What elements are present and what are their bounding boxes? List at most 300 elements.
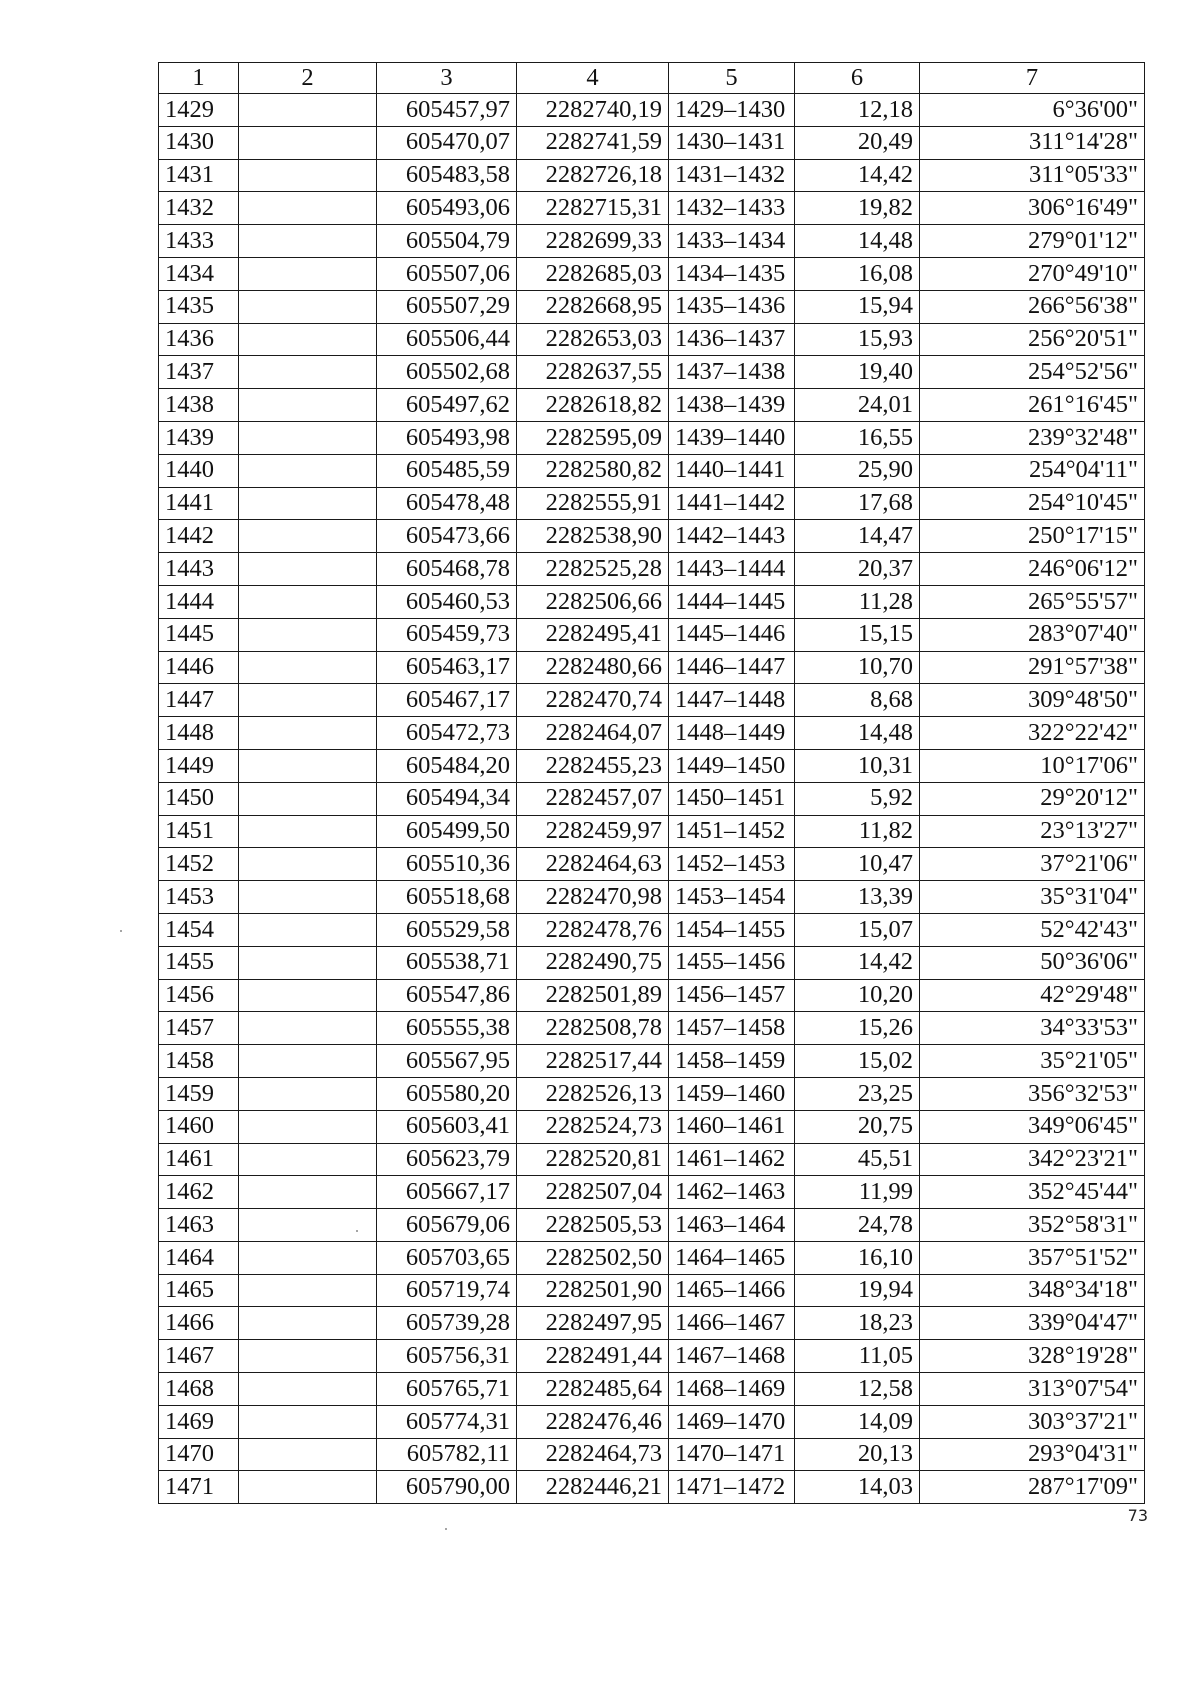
table-row bbox=[159, 1471, 1145, 1504]
length-cell: 20,75 bbox=[795, 1110, 920, 1143]
point-name-cell bbox=[239, 1241, 377, 1274]
point-number-cell: 1433 bbox=[159, 225, 239, 258]
point-number-cell: 1453 bbox=[159, 881, 239, 914]
x-coordinate-cell: 605507,29 bbox=[377, 290, 517, 323]
direction-angle-cell: 322°22'42" bbox=[920, 717, 1145, 750]
length-cell: 45,51 bbox=[795, 1143, 920, 1176]
table-row bbox=[159, 126, 1145, 159]
segment-cell: 1469–1470 bbox=[669, 1405, 795, 1438]
x-coordinate-cell: 605679,06 bbox=[377, 1209, 517, 1242]
length-cell: 19,40 bbox=[795, 356, 920, 389]
x-coordinate-cell: 605580,20 bbox=[377, 1077, 517, 1110]
point-number-cell: 1466 bbox=[159, 1307, 239, 1340]
direction-angle-cell: 311°05'33" bbox=[920, 159, 1145, 192]
table-row bbox=[159, 651, 1145, 684]
length-cell: 16,08 bbox=[795, 257, 920, 290]
length-cell: 10,31 bbox=[795, 749, 920, 782]
table-row bbox=[159, 290, 1145, 323]
length-cell: 15,94 bbox=[795, 290, 920, 323]
length-cell: 15,15 bbox=[795, 618, 920, 651]
length-cell: 14,48 bbox=[795, 225, 920, 258]
x-coordinate-cell: 605538,71 bbox=[377, 946, 517, 979]
point-name-cell bbox=[239, 684, 377, 717]
direction-angle-cell: 287°17'09" bbox=[920, 1471, 1145, 1504]
length-cell: 14,48 bbox=[795, 717, 920, 750]
segment-cell: 1471–1472 bbox=[669, 1471, 795, 1504]
segment-cell: 1464–1465 bbox=[669, 1241, 795, 1274]
segment-cell: 1431–1432 bbox=[669, 159, 795, 192]
table-row bbox=[159, 815, 1145, 848]
point-name-cell bbox=[239, 618, 377, 651]
direction-angle-cell: 339°04'47" bbox=[920, 1307, 1145, 1340]
length-cell: 15,93 bbox=[795, 323, 920, 356]
direction-angle-cell: 52°42'43" bbox=[920, 913, 1145, 946]
point-name-cell bbox=[239, 881, 377, 914]
table-row bbox=[159, 159, 1145, 192]
point-number-cell: 1452 bbox=[159, 848, 239, 881]
segment-cell: 1438–1439 bbox=[669, 389, 795, 422]
point-name-cell bbox=[239, 553, 377, 586]
point-number-cell: 1459 bbox=[159, 1077, 239, 1110]
x-coordinate-cell: 605502,68 bbox=[377, 356, 517, 389]
table-row bbox=[159, 1340, 1145, 1373]
x-coordinate-cell: 605518,68 bbox=[377, 881, 517, 914]
segment-cell: 1466–1467 bbox=[669, 1307, 795, 1340]
x-coordinate-cell: 605623,79 bbox=[377, 1143, 517, 1176]
length-cell: 11,05 bbox=[795, 1340, 920, 1373]
x-coordinate-cell: 605493,06 bbox=[377, 192, 517, 225]
point-name-cell bbox=[239, 356, 377, 389]
segment-cell: 1456–1457 bbox=[669, 979, 795, 1012]
y-coordinate-cell: 2282464,07 bbox=[517, 717, 669, 750]
point-name-cell bbox=[239, 1405, 377, 1438]
segment-cell: 1433–1434 bbox=[669, 225, 795, 258]
segment-cell: 1457–1458 bbox=[669, 1012, 795, 1045]
point-number-cell: 1468 bbox=[159, 1373, 239, 1406]
y-coordinate-cell: 2282525,28 bbox=[517, 553, 669, 586]
point-number-cell: 1450 bbox=[159, 782, 239, 815]
segment-cell: 1436–1437 bbox=[669, 323, 795, 356]
length-cell: 19,94 bbox=[795, 1274, 920, 1307]
header-col-1: 1 bbox=[159, 63, 239, 94]
length-cell: 20,37 bbox=[795, 553, 920, 586]
table-row bbox=[159, 1274, 1145, 1307]
x-coordinate-cell: 605457,97 bbox=[377, 94, 517, 127]
y-coordinate-cell: 2282476,46 bbox=[517, 1405, 669, 1438]
table-row bbox=[159, 454, 1145, 487]
point-name-cell bbox=[239, 1176, 377, 1209]
table-row bbox=[159, 1438, 1145, 1471]
table-row bbox=[159, 848, 1145, 881]
header-row bbox=[159, 63, 1145, 94]
table-row bbox=[159, 225, 1145, 258]
point-name-cell bbox=[239, 323, 377, 356]
x-coordinate-cell: 605782,11 bbox=[377, 1438, 517, 1471]
segment-cell: 1442–1443 bbox=[669, 520, 795, 553]
point-name-cell bbox=[239, 815, 377, 848]
y-coordinate-cell: 2282506,66 bbox=[517, 585, 669, 618]
length-cell: 20,49 bbox=[795, 126, 920, 159]
point-name-cell bbox=[239, 389, 377, 422]
table-row bbox=[159, 1209, 1145, 1242]
segment-cell: 1458–1459 bbox=[669, 1045, 795, 1078]
point-number-cell: 1443 bbox=[159, 553, 239, 586]
table-row bbox=[159, 1012, 1145, 1045]
direction-angle-cell: 256°20'51" bbox=[920, 323, 1145, 356]
segment-cell: 1444–1445 bbox=[669, 585, 795, 618]
direction-angle-cell: 254°04'11" bbox=[920, 454, 1145, 487]
direction-angle-cell: 349°06'45" bbox=[920, 1110, 1145, 1143]
x-coordinate-cell: 605504,79 bbox=[377, 225, 517, 258]
point-number-cell: 1458 bbox=[159, 1045, 239, 1078]
segment-cell: 1465–1466 bbox=[669, 1274, 795, 1307]
point-name-cell bbox=[239, 848, 377, 881]
point-number-cell: 1429 bbox=[159, 94, 239, 127]
point-name-cell bbox=[239, 1438, 377, 1471]
y-coordinate-cell: 2282726,18 bbox=[517, 159, 669, 192]
direction-angle-cell: 313°07'54" bbox=[920, 1373, 1145, 1406]
x-coordinate-cell: 605460,53 bbox=[377, 585, 517, 618]
length-cell: 14,09 bbox=[795, 1405, 920, 1438]
segment-cell: 1468–1469 bbox=[669, 1373, 795, 1406]
direction-angle-cell: 348°34'18" bbox=[920, 1274, 1145, 1307]
direction-angle-cell: 254°52'56" bbox=[920, 356, 1145, 389]
x-coordinate-cell: 605547,86 bbox=[377, 979, 517, 1012]
segment-cell: 1460–1461 bbox=[669, 1110, 795, 1143]
point-number-cell: 1464 bbox=[159, 1241, 239, 1274]
point-name-cell bbox=[239, 257, 377, 290]
table-row bbox=[159, 749, 1145, 782]
segment-cell: 1439–1440 bbox=[669, 421, 795, 454]
direction-angle-cell: 10°17'06" bbox=[920, 749, 1145, 782]
y-coordinate-cell: 2282495,41 bbox=[517, 618, 669, 651]
y-coordinate-cell: 2282507,04 bbox=[517, 1176, 669, 1209]
point-number-cell: 1436 bbox=[159, 323, 239, 356]
segment-cell: 1443–1444 bbox=[669, 553, 795, 586]
x-coordinate-cell: 605473,66 bbox=[377, 520, 517, 553]
segment-cell: 1429–1430 bbox=[669, 94, 795, 127]
x-coordinate-cell: 605719,74 bbox=[377, 1274, 517, 1307]
point-name-cell bbox=[239, 94, 377, 127]
length-cell: 14,47 bbox=[795, 520, 920, 553]
y-coordinate-cell: 2282595,09 bbox=[517, 421, 669, 454]
direction-angle-cell: 328°19'28" bbox=[920, 1340, 1145, 1373]
x-coordinate-cell: 605703,65 bbox=[377, 1241, 517, 1274]
x-coordinate-cell: 605507,06 bbox=[377, 257, 517, 290]
y-coordinate-cell: 2282490,75 bbox=[517, 946, 669, 979]
point-name-cell bbox=[239, 979, 377, 1012]
direction-angle-cell: 250°17'15" bbox=[920, 520, 1145, 553]
y-coordinate-cell: 2282485,64 bbox=[517, 1373, 669, 1406]
direction-angle-cell: 270°49'10" bbox=[920, 257, 1145, 290]
segment-cell: 1434–1435 bbox=[669, 257, 795, 290]
segment-cell: 1467–1468 bbox=[669, 1340, 795, 1373]
point-number-cell: 1471 bbox=[159, 1471, 239, 1504]
point-number-cell: 1469 bbox=[159, 1405, 239, 1438]
table-row bbox=[159, 717, 1145, 750]
length-cell: 14,03 bbox=[795, 1471, 920, 1504]
point-name-cell bbox=[239, 946, 377, 979]
segment-cell: 1454–1455 bbox=[669, 913, 795, 946]
length-cell: 23,25 bbox=[795, 1077, 920, 1110]
y-coordinate-cell: 2282470,74 bbox=[517, 684, 669, 717]
point-number-cell: 1442 bbox=[159, 520, 239, 553]
point-number-cell: 1455 bbox=[159, 946, 239, 979]
length-cell: 16,55 bbox=[795, 421, 920, 454]
direction-angle-cell: 306°16'49" bbox=[920, 192, 1145, 225]
x-coordinate-cell: 605463,17 bbox=[377, 651, 517, 684]
point-name-cell bbox=[239, 1077, 377, 1110]
point-number-cell: 1462 bbox=[159, 1176, 239, 1209]
header-col-3: 3 bbox=[377, 63, 517, 94]
direction-angle-cell: 42°29'48" bbox=[920, 979, 1145, 1012]
y-coordinate-cell: 2282455,23 bbox=[517, 749, 669, 782]
direction-angle-cell: 254°10'45" bbox=[920, 487, 1145, 520]
point-name-cell bbox=[239, 1373, 377, 1406]
length-cell: 11,99 bbox=[795, 1176, 920, 1209]
header-col-4: 4 bbox=[517, 63, 669, 94]
y-coordinate-cell: 2282555,91 bbox=[517, 487, 669, 520]
segment-cell: 1440–1441 bbox=[669, 454, 795, 487]
y-coordinate-cell: 2282491,44 bbox=[517, 1340, 669, 1373]
length-cell: 20,13 bbox=[795, 1438, 920, 1471]
point-name-cell bbox=[239, 1110, 377, 1143]
segment-cell: 1449–1450 bbox=[669, 749, 795, 782]
length-cell: 11,82 bbox=[795, 815, 920, 848]
point-number-cell: 1463 bbox=[159, 1209, 239, 1242]
segment-cell: 1470–1471 bbox=[669, 1438, 795, 1471]
y-coordinate-cell: 2282508,78 bbox=[517, 1012, 669, 1045]
point-number-cell: 1460 bbox=[159, 1110, 239, 1143]
segment-cell: 1445–1446 bbox=[669, 618, 795, 651]
point-name-cell bbox=[239, 1143, 377, 1176]
direction-angle-cell: 283°07'40" bbox=[920, 618, 1145, 651]
segment-cell: 1441–1442 bbox=[669, 487, 795, 520]
point-number-cell: 1440 bbox=[159, 454, 239, 487]
direction-angle-cell: 309°48'50" bbox=[920, 684, 1145, 717]
point-number-cell: 1448 bbox=[159, 717, 239, 750]
segment-cell: 1447–1448 bbox=[669, 684, 795, 717]
length-cell: 24,78 bbox=[795, 1209, 920, 1242]
y-coordinate-cell: 2282446,21 bbox=[517, 1471, 669, 1504]
table-row bbox=[159, 1241, 1145, 1274]
segment-cell: 1450–1451 bbox=[669, 782, 795, 815]
length-cell: 15,02 bbox=[795, 1045, 920, 1078]
point-name-cell bbox=[239, 487, 377, 520]
point-number-cell: 1449 bbox=[159, 749, 239, 782]
table-row bbox=[159, 913, 1145, 946]
header-col-2: 2 bbox=[239, 63, 377, 94]
direction-angle-cell: 261°16'45" bbox=[920, 389, 1145, 422]
segment-cell: 1453–1454 bbox=[669, 881, 795, 914]
direction-angle-cell: 23°13'27" bbox=[920, 815, 1145, 848]
segment-cell: 1446–1447 bbox=[669, 651, 795, 684]
table-body bbox=[159, 94, 1145, 1504]
x-coordinate-cell: 605765,71 bbox=[377, 1373, 517, 1406]
segment-cell: 1437–1438 bbox=[669, 356, 795, 389]
point-number-cell: 1451 bbox=[159, 815, 239, 848]
direction-angle-cell: 6°36'00" bbox=[920, 94, 1145, 127]
y-coordinate-cell: 2282459,97 bbox=[517, 815, 669, 848]
length-cell: 19,82 bbox=[795, 192, 920, 225]
table-header bbox=[159, 63, 1145, 94]
length-cell: 5,92 bbox=[795, 782, 920, 815]
y-coordinate-cell: 2282457,07 bbox=[517, 782, 669, 815]
y-coordinate-cell: 2282685,03 bbox=[517, 257, 669, 290]
x-coordinate-cell: 605470,07 bbox=[377, 126, 517, 159]
point-name-cell bbox=[239, 1209, 377, 1242]
direction-angle-cell: 266°56'38" bbox=[920, 290, 1145, 323]
y-coordinate-cell: 2282524,73 bbox=[517, 1110, 669, 1143]
direction-angle-cell: 291°57'38" bbox=[920, 651, 1145, 684]
x-coordinate-cell: 605603,41 bbox=[377, 1110, 517, 1143]
y-coordinate-cell: 2282478,76 bbox=[517, 913, 669, 946]
x-coordinate-cell: 605567,95 bbox=[377, 1045, 517, 1078]
length-cell: 17,68 bbox=[795, 487, 920, 520]
table-row bbox=[159, 1045, 1145, 1078]
length-cell: 12,18 bbox=[795, 94, 920, 127]
point-name-cell bbox=[239, 717, 377, 750]
direction-angle-cell: 352°58'31" bbox=[920, 1209, 1145, 1242]
table-row bbox=[159, 946, 1145, 979]
direction-angle-cell: 311°14'28" bbox=[920, 126, 1145, 159]
y-coordinate-cell: 2282668,95 bbox=[517, 290, 669, 323]
y-coordinate-cell: 2282464,63 bbox=[517, 848, 669, 881]
x-coordinate-cell: 605478,48 bbox=[377, 487, 517, 520]
segment-cell: 1455–1456 bbox=[669, 946, 795, 979]
length-cell: 24,01 bbox=[795, 389, 920, 422]
point-name-cell bbox=[239, 749, 377, 782]
x-coordinate-cell: 605483,58 bbox=[377, 159, 517, 192]
y-coordinate-cell: 2282740,19 bbox=[517, 94, 669, 127]
table-row bbox=[159, 389, 1145, 422]
table-row bbox=[159, 1373, 1145, 1406]
y-coordinate-cell: 2282505,53 bbox=[517, 1209, 669, 1242]
point-number-cell: 1445 bbox=[159, 618, 239, 651]
x-coordinate-cell: 605484,20 bbox=[377, 749, 517, 782]
x-coordinate-cell: 605467,17 bbox=[377, 684, 517, 717]
table-row bbox=[159, 618, 1145, 651]
point-number-cell: 1438 bbox=[159, 389, 239, 422]
point-name-cell bbox=[239, 192, 377, 225]
scan-speck bbox=[445, 1528, 447, 1530]
x-coordinate-cell: 605468,78 bbox=[377, 553, 517, 586]
page-number: 73 bbox=[1127, 1506, 1148, 1525]
scan-speck bbox=[120, 930, 122, 932]
y-coordinate-cell: 2282526,13 bbox=[517, 1077, 669, 1110]
point-number-cell: 1454 bbox=[159, 913, 239, 946]
direction-angle-cell: 239°32'48" bbox=[920, 421, 1145, 454]
length-cell: 15,07 bbox=[795, 913, 920, 946]
x-coordinate-cell: 605790,00 bbox=[377, 1471, 517, 1504]
x-coordinate-cell: 605506,44 bbox=[377, 323, 517, 356]
direction-angle-cell: 293°04'31" bbox=[920, 1438, 1145, 1471]
y-coordinate-cell: 2282741,59 bbox=[517, 126, 669, 159]
length-cell: 14,42 bbox=[795, 946, 920, 979]
point-number-cell: 1439 bbox=[159, 421, 239, 454]
point-number-cell: 1446 bbox=[159, 651, 239, 684]
table-row bbox=[159, 487, 1145, 520]
x-coordinate-cell: 605493,98 bbox=[377, 421, 517, 454]
segment-cell: 1459–1460 bbox=[669, 1077, 795, 1110]
segment-cell: 1463–1464 bbox=[669, 1209, 795, 1242]
table-row bbox=[159, 257, 1145, 290]
direction-angle-cell: 29°20'12" bbox=[920, 782, 1145, 815]
table-row bbox=[159, 1143, 1145, 1176]
x-coordinate-cell: 605494,34 bbox=[377, 782, 517, 815]
segment-cell: 1432–1433 bbox=[669, 192, 795, 225]
segment-cell: 1430–1431 bbox=[669, 126, 795, 159]
length-cell: 10,70 bbox=[795, 651, 920, 684]
length-cell: 11,28 bbox=[795, 585, 920, 618]
point-name-cell bbox=[239, 421, 377, 454]
x-coordinate-cell: 605472,73 bbox=[377, 717, 517, 750]
y-coordinate-cell: 2282715,31 bbox=[517, 192, 669, 225]
y-coordinate-cell: 2282464,73 bbox=[517, 1438, 669, 1471]
point-name-cell bbox=[239, 585, 377, 618]
segment-cell: 1462–1463 bbox=[669, 1176, 795, 1209]
point-name-cell bbox=[239, 520, 377, 553]
point-number-cell: 1465 bbox=[159, 1274, 239, 1307]
y-coordinate-cell: 2282618,82 bbox=[517, 389, 669, 422]
length-cell: 10,47 bbox=[795, 848, 920, 881]
point-name-cell bbox=[239, 159, 377, 192]
y-coordinate-cell: 2282501,89 bbox=[517, 979, 669, 1012]
point-number-cell: 1434 bbox=[159, 257, 239, 290]
point-name-cell bbox=[239, 782, 377, 815]
y-coordinate-cell: 2282502,50 bbox=[517, 1241, 669, 1274]
direction-angle-cell: 279°01'12" bbox=[920, 225, 1145, 258]
direction-angle-cell: 246°06'12" bbox=[920, 553, 1145, 586]
y-coordinate-cell: 2282538,90 bbox=[517, 520, 669, 553]
point-name-cell bbox=[239, 1274, 377, 1307]
point-number-cell: 1435 bbox=[159, 290, 239, 323]
segment-cell: 1461–1462 bbox=[669, 1143, 795, 1176]
direction-angle-cell: 342°23'21" bbox=[920, 1143, 1145, 1176]
x-coordinate-cell: 605529,58 bbox=[377, 913, 517, 946]
point-number-cell: 1437 bbox=[159, 356, 239, 389]
direction-angle-cell: 37°21'06" bbox=[920, 848, 1145, 881]
point-name-cell bbox=[239, 1471, 377, 1504]
table-row bbox=[159, 1307, 1145, 1340]
table-row bbox=[159, 356, 1145, 389]
point-name-cell bbox=[239, 1340, 377, 1373]
x-coordinate-cell: 605555,38 bbox=[377, 1012, 517, 1045]
point-number-cell: 1457 bbox=[159, 1012, 239, 1045]
segment-cell: 1448–1449 bbox=[669, 717, 795, 750]
point-number-cell: 1461 bbox=[159, 1143, 239, 1176]
y-coordinate-cell: 2282517,44 bbox=[517, 1045, 669, 1078]
point-name-cell bbox=[239, 651, 377, 684]
x-coordinate-cell: 605510,36 bbox=[377, 848, 517, 881]
y-coordinate-cell: 2282520,81 bbox=[517, 1143, 669, 1176]
table-row bbox=[159, 782, 1145, 815]
table-row bbox=[159, 1077, 1145, 1110]
table-row bbox=[159, 94, 1145, 127]
point-number-cell: 1456 bbox=[159, 979, 239, 1012]
direction-angle-cell: 352°45'44" bbox=[920, 1176, 1145, 1209]
header-col-7: 7 bbox=[920, 63, 1145, 94]
y-coordinate-cell: 2282470,98 bbox=[517, 881, 669, 914]
x-coordinate-cell: 605499,50 bbox=[377, 815, 517, 848]
length-cell: 8,68 bbox=[795, 684, 920, 717]
segment-cell: 1435–1436 bbox=[669, 290, 795, 323]
length-cell: 12,58 bbox=[795, 1373, 920, 1406]
length-cell: 16,10 bbox=[795, 1241, 920, 1274]
point-name-cell bbox=[239, 1307, 377, 1340]
point-number-cell: 1447 bbox=[159, 684, 239, 717]
direction-angle-cell: 303°37'21" bbox=[920, 1405, 1145, 1438]
